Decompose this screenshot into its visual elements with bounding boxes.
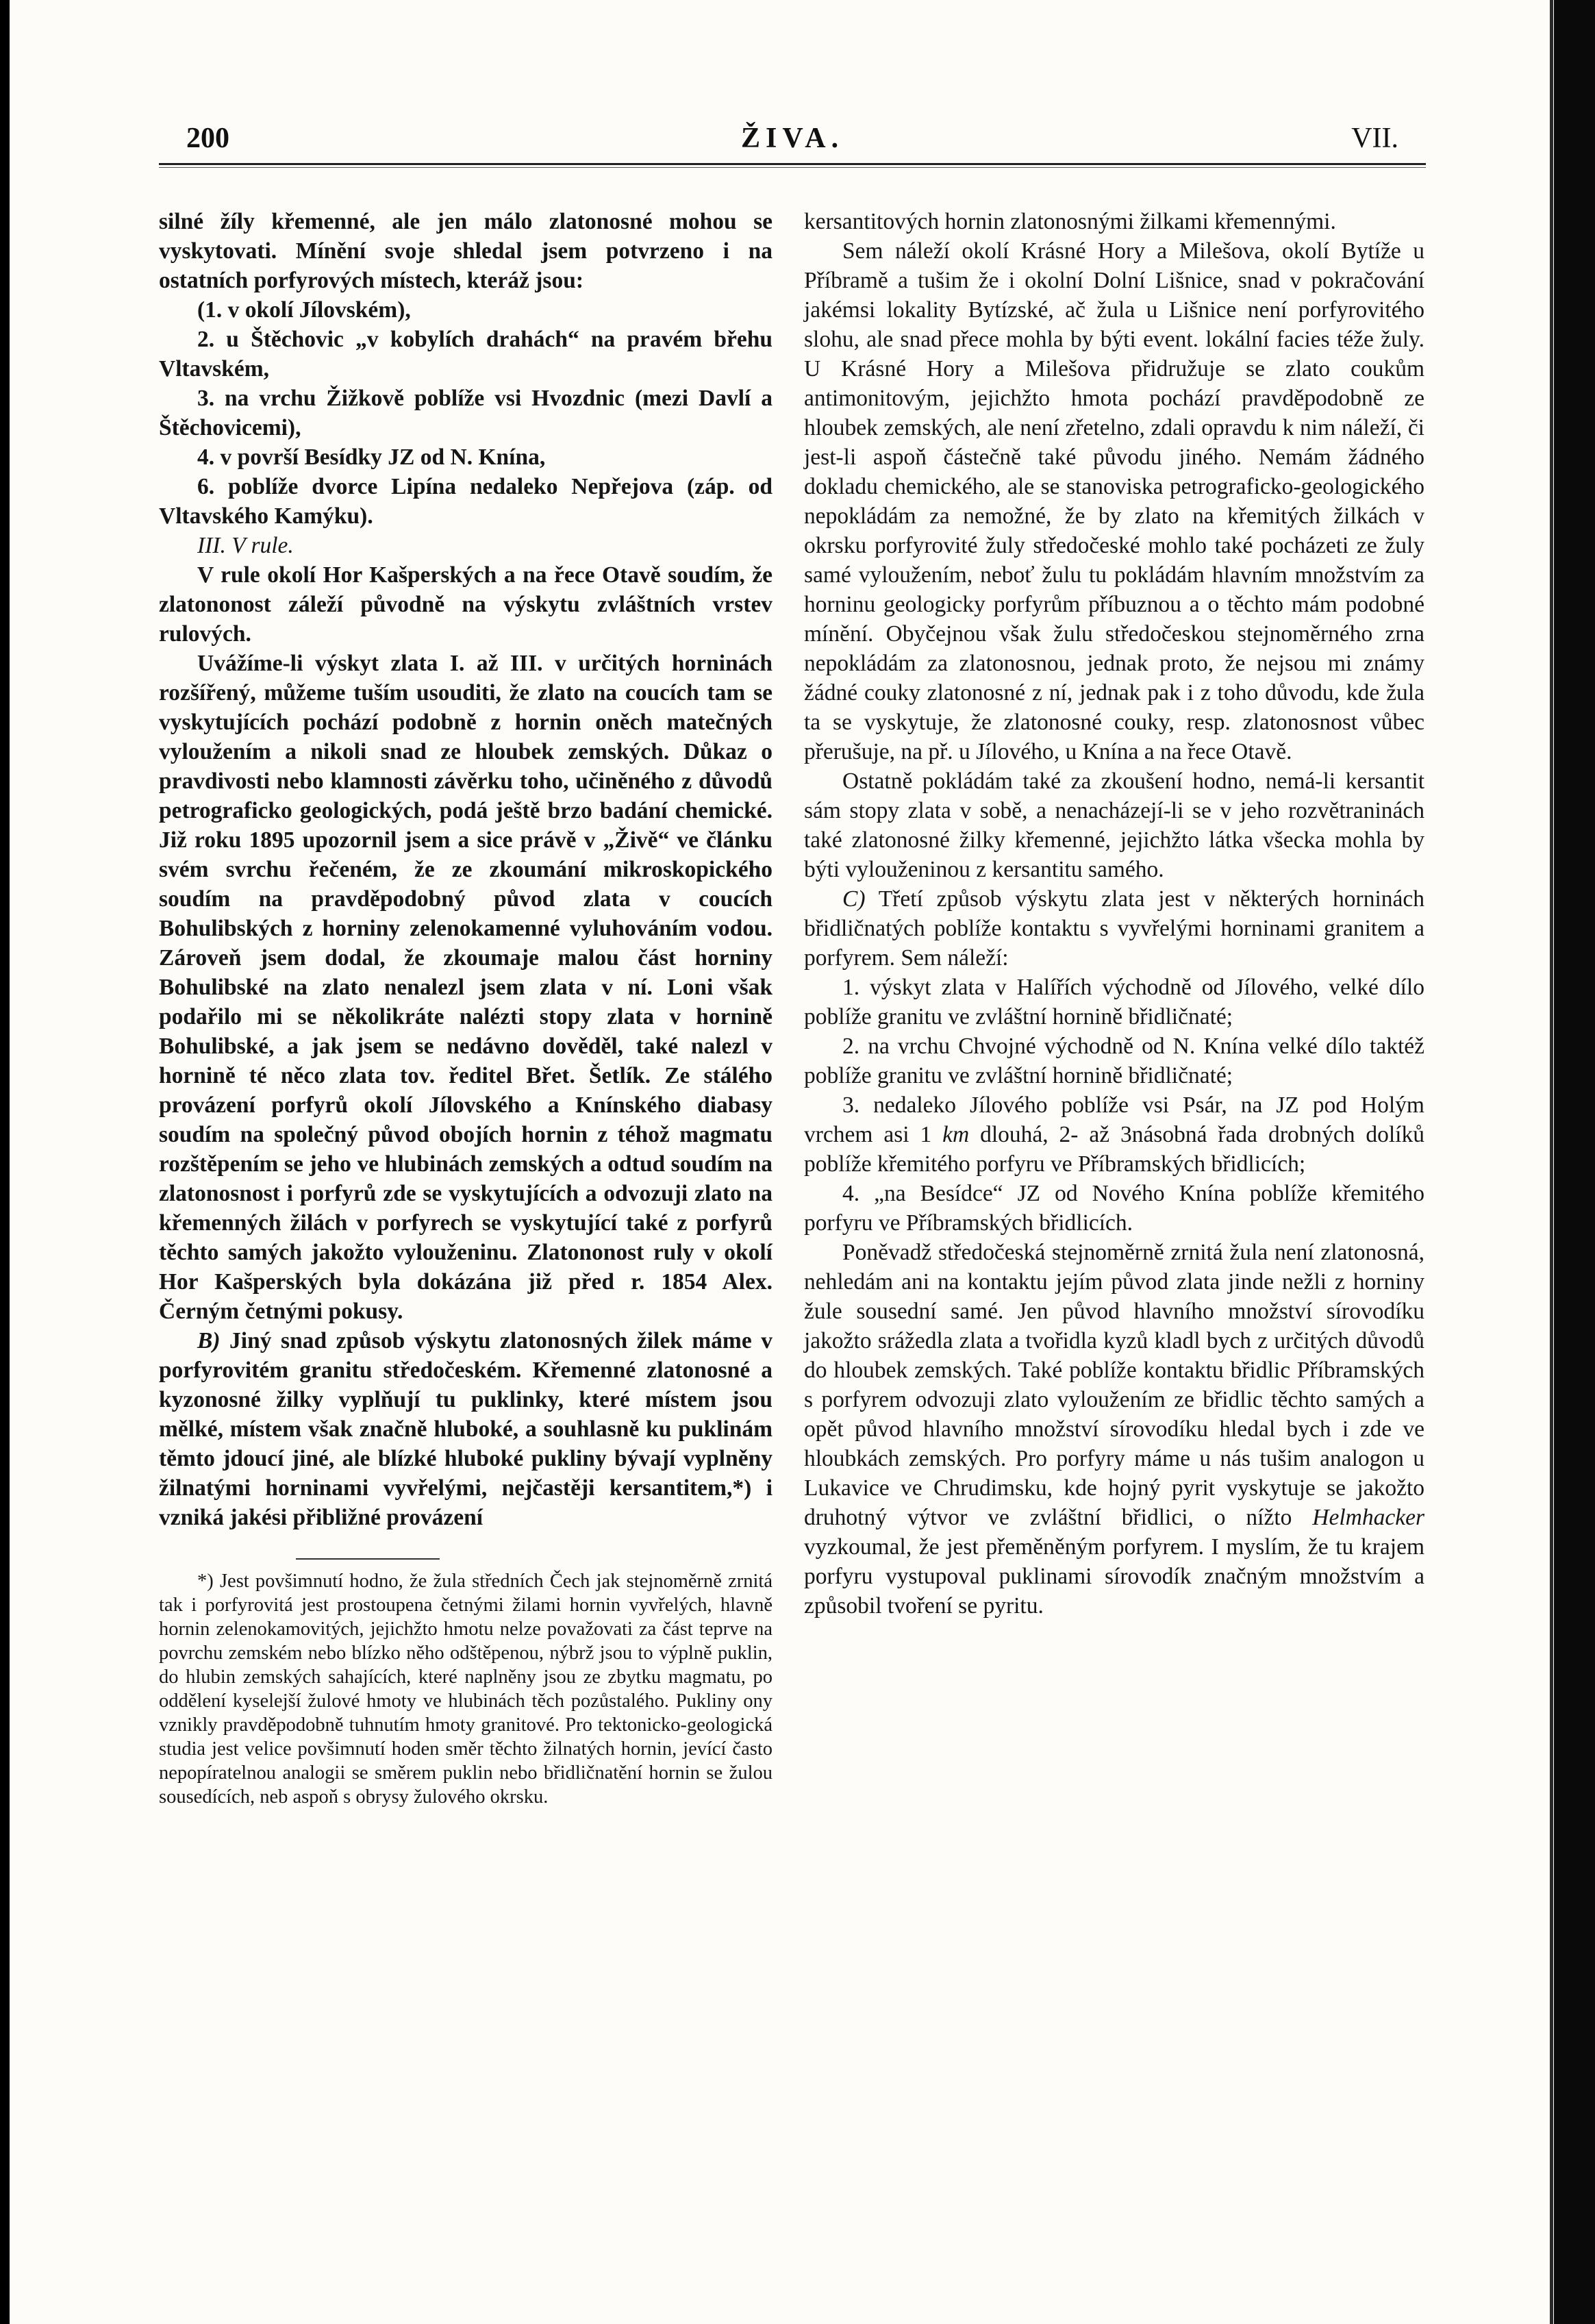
paragraph: silné žíly křemenné, ale jen málo zlatonosné mohou se vyskytovati. Mínění svoje shledal jsem potvrzeno i na ostatních porfyrových místech, kteráž jsou: — [159, 209, 773, 293]
list-text: 3. nedaleko Jílového poblíže vsi Psár, na JZ pod Holým vrchem asi 1 — [804, 1092, 1424, 1147]
page-number: 200 — [186, 123, 229, 154]
section-heading: III. V rule. — [197, 533, 294, 558]
paragraph: V rule okolí Hor Kašperských a na řece Otavě soudím, že zlatononost záleží původně na výskytu zvláštních vrstev rulových. — [159, 562, 773, 647]
paragraph — [804, 1238, 1424, 1621]
footnote-text: *) Jest povšimnutí hodno, že žula středních Čech jak stejnoměrně zrnitá tak i porfyrovitá jest prostoupena četnými žilami hornin vyvřelých, hlavně hornin zelenokamovitých, jejichžto hmotu nelze považovati za část teprve na povrchu zemském nebo blízko něho odštěpenou, nýbrž jsou to výplně puklin, do hlubin zemských sahajících, které naplněny jsou ze zbytku magmatu, po oddělení kyselejší žulové hmoty ve hlubinách těch pozůstalého. Pukliny ony vznikly pravděpodobně tuhnutím hmoty granitové. Pro tektonicko-geologická studia jest velice povšimnutí hoden směr těchto žilnatých hornin, jevící často nepopíratelnou analogii se směrem puklin nebo břidličnatění hornin se žulou sousedících, neb aspoň s obrysy žulového okrsku. — [159, 1571, 773, 1808]
author-name: Helmhacker — [1312, 1505, 1424, 1530]
section-label: C) — [842, 886, 866, 912]
paragraph: Ostatně pokládám také za zkoušení hodno, nemá-li kersantit sám stopy zlata v sobě, a nenacházejí-li se v jeho rozvětraninách také zlatonosné žilky křemenné, jejichžto látka všecka mohla by býti vylouženinou z kersantitu samého. — [804, 769, 1424, 882]
paragraph — [804, 884, 1424, 973]
scan-border — [1554, 0, 1595, 2324]
list-item: 3. na vrchu Žižkově poblíže vsi Hvozdnic (mezi Davlí a Štěchovicemi), — [159, 386, 773, 440]
list-item: 2. na vrchu Chvojné východně od N. Knína velké dílo taktéž poblíže granitu ve zvláštní hornině břidličnaté; — [804, 1034, 1424, 1088]
list-item: 4. „na Besídce“ JZ od Nového Knína poblíže křemitého porfyru ve Příbramských břidlicích. — [804, 1181, 1424, 1236]
list-item: 2. u Štěchovic „v kobylích drahách“ na pravém břehu Vltavském, — [159, 327, 773, 382]
paragraph-text: Jiný snad způsob výskytu zlatonosných žilek máme v porfyrovitém granitu středočeském. Křemenné zlatonosné a kyzonosné žilky vyplňují tu puklinky, které místem jsou mělké, místem však značně hluboké, a souhlasně ku puklinám těmto jdoucí jiné, ale blízké hluboké pukliny bývají vyplněny žilnatými horninami vyvřelými, nejčastěji kersantitem,*) i vzniká jakési přibližné provázení — [159, 1328, 773, 1530]
paragraph-text: Třetí způsob výskytu zlata jest v některých horninách břidličnatých poblíže kontaktu s vyvřelými horninami granitem a porfyrem. Sem náleží: — [804, 886, 1424, 971]
paragraph — [159, 1326, 773, 1532]
list-item: 4. v površí Besídky JZ od N. Knína, — [197, 445, 546, 470]
footnote-rule — [296, 1558, 440, 1560]
footnote — [159, 1569, 773, 1809]
volume-number: VII. — [1351, 123, 1398, 154]
paragraph: Uvážíme-li výskyt zlata I. až III. v určitých horninách rozšířený, můžeme tuším usouditi, že zlato na coucích tam se vyskytujících pochází podobně z hornin oněch matečných vyloužením a nikoli snad ze hloubek zemských. Důkaz o pravdivosti nebo klamnosti závěrku toho, učiněného z důvodů petrograficko geologických, podá ještě brzo badání chemické. Již roku 1895 upozornil jsem a sice právě v „Živě“ ve článku svém svrchu řečeném, že ze zkoumání mikroskopického soudím na pravděpodobný původ zlata v coucích Bohulibských z horniny zelenokamenné vyluhováním vodou. Zároveň jsem dodal, že zkoumaje malou část horniny Bohulibské na zlato nenalezl jsem zlata v ní. Loni však podařilo mi se několikráte nalézti stopy zlata v hornině Bohulibské, a jak jsem se nedávno dověděl, také nalezl v hornině té něco zlata tov. ředitel Břet. Šetlík. Ze stálého provázení porfyrů okolí Jílovského a Knínského diabasy soudím na společný původ obojích hornin z téhož magmatu rozštěpením se jeho ve hlubinách zemských a odtud soudím na zlatonosnost i porfyrů zde se vyskytujících a odvozuji zlato na křemenných žilách v porfyrech se vyskytující také z porfyrů těchto samých jakožto vylouženinu. Zlatononost ruly v okolí Hor Kašperských byla dokázána již před r. 1854 Alex. Černým četnými pokusy. — [159, 651, 773, 1324]
paragraph: kersantitových hornin zlatonosnými žilkami křemennými. — [804, 209, 1336, 234]
paragraph-text: vyzkoumal, že jest přeměněným porfyrem. I myslím, že tu krajem porfyru vystupoval puklinami sírovodík značným množstvím a způsobil tvoření se pyritu. — [804, 1534, 1424, 1619]
page-edge-shadow — [1550, 0, 1553, 2324]
list-item: 6. poblíže dvorce Lipína nedaleko Nepřejova (záp. od Vltavského Kamýku). — [159, 474, 773, 529]
list-item — [804, 1090, 1424, 1179]
right-column — [804, 207, 1424, 1621]
list-item: (1. v okolí Jílovském), — [197, 297, 411, 323]
journal-title: ŽIVA. — [741, 123, 844, 154]
paragraph-text: Poněvadž středočeská stejnoměrně zrnitá žula není zlatonosná, nehledám ani na kontaktu jejím původ zlata jinde nežli z horniny žule sousední samé. Jen původ hlavního množství sírovodíku jakožto srážedla zlata a tvořidla kyzů kladl bych z určitých důvodů do hloubek zemských. Také poblíže kontaktu břidlic Příbramských s porfyrem odvozuji zlato vyloužením ze břidlic těchto samých a opět původ hlavního množství sírovodíku hledal bych i zde ve hloubkách zemských. Pro porfyry máme u nás tušim analogon u Lukavice ve Chrudimsku, kde hojný pyrit vyskytuje se jakožto druhotný výtvor ve zvláštní břidlici, o nížto — [804, 1240, 1424, 1530]
list-item: 1. výskyt zlata v Halířích východně od Jílového, velké dílo poblíže granitu ve zvláštní hornině břidličnaté; — [804, 975, 1424, 1029]
unit-km: km — [942, 1122, 970, 1147]
paragraph: Sem náleží okolí Krásné Hory a Milešova, okolí Bytíže u Příbramě a tušim že i okolní Dolní Lišnice, snad v pokračování jakémsi lokality Bytízské, ač žula u Lišnice není porfyrovitého slohu, ale snad přece mohla by býti event. lokální facies téže žuly. U Krásné Hory a Milešova přidružuje se zlato coukům antimonitovým, jejichžto hmota pochází pravděpodobně ze hloubek zemských, ale není zřetelno, zdali opravdu k nim náleží, či jest-li aspoň částečně také původu jiného. Nemám žádného dokladu chemického, ale se stanoviska petrograficko-geologického nepokládám za nemožné, že by zlato na křemitých žilkách v okrsku porfyrovité žuly středočeské mohlo také pocházeti ze žuly samé vyloužením, neboť žulu tu pokládám hlavním množstvím za horninu geologicky porfyrům příbuznou a o těchto mám podobné mínění. Obyčejnou však žulu středočeskou stejnoměrného zrna nepokládám za zlatonosnou, jednak proto, že nejsou mi známy žádné couky zlatonosné z ní, jednak pak i z toho důvodu, kde žula ta se vyskytuje, že zlatonosné couky, resp. zlatonosnost vůbec přerušuje, na př. u Jílového, u Knína a na řece Otavě. — [804, 238, 1424, 764]
running-header — [159, 116, 1426, 164]
list-text: dlouhá, 2- až 3násobná řada drobných dolíků poblíže křemitého porfyru ve Příbramských břidlicích; — [804, 1122, 1424, 1177]
left-column — [159, 207, 773, 1809]
header-rule-thin — [159, 167, 1426, 168]
section-label: B) — [197, 1328, 221, 1353]
header-rule — [159, 163, 1426, 165]
